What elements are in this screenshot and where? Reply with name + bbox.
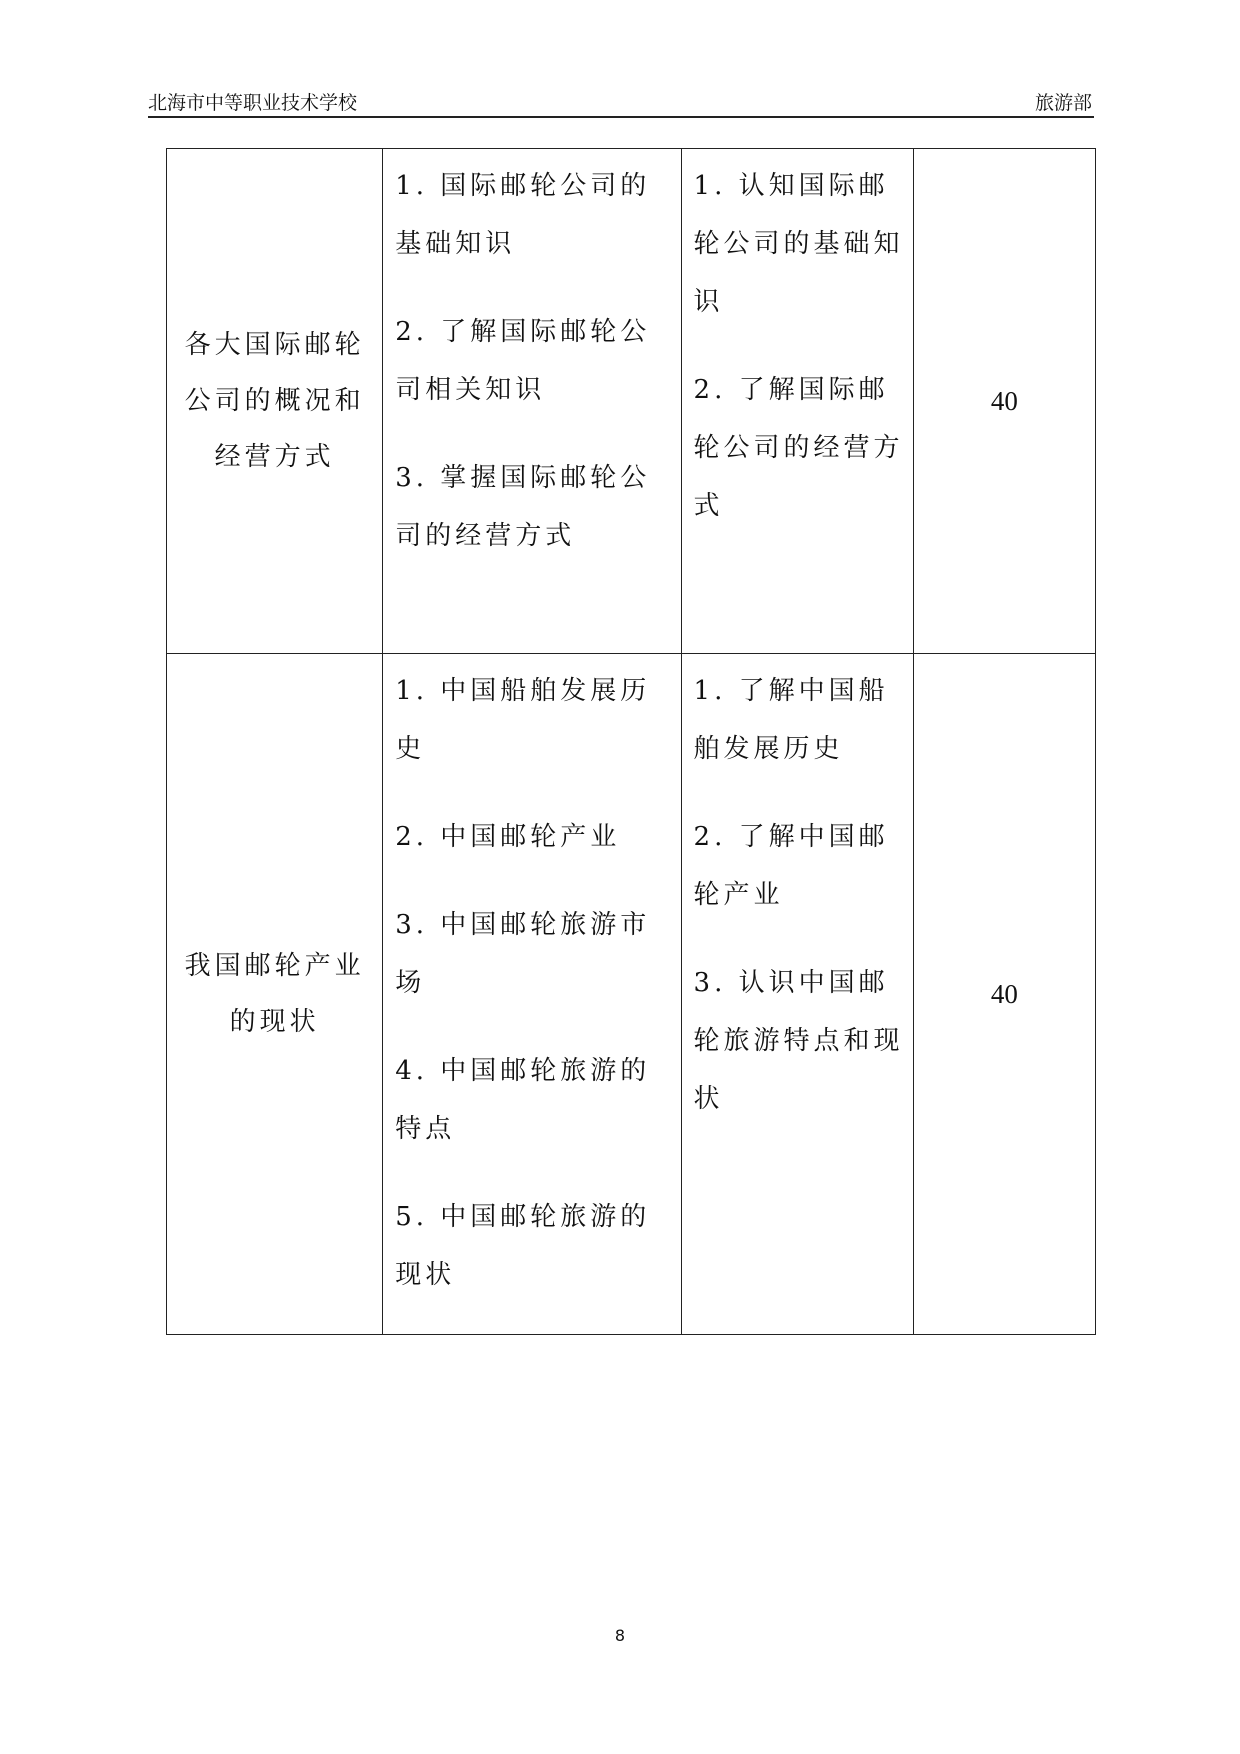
- syllabus-table: [166, 148, 1096, 1335]
- page-number: 8: [614, 1626, 626, 1645]
- content-item: 3. 掌握国际邮轮公司的经营方式: [395, 463, 651, 551]
- school-name: 北海市中等职业技术学校: [148, 92, 358, 114]
- topic-cell: [167, 149, 383, 654]
- content-item: 2. 中国邮轮产业: [395, 822, 621, 852]
- content-cell: [383, 149, 681, 654]
- requirement-item: 3. 认识中国邮轮旅游特点和现状: [693, 968, 904, 1114]
- table-row: [167, 654, 1096, 1335]
- content-item: 1. 中国船舶发展历史: [395, 676, 651, 764]
- topic-text: 各大国际邮轮公司的概况和经营方式: [184, 330, 365, 472]
- content-cell: [383, 654, 681, 1335]
- requirement-item: 2. 了解中国邮轮产业: [693, 822, 889, 910]
- topic-text: 我国邮轮产业的现状: [184, 951, 365, 1037]
- table-row: [167, 149, 1096, 654]
- requirement-cell: [681, 654, 913, 1335]
- page-header: [148, 84, 1094, 118]
- content-item: 1. 国际邮轮公司的基础知识: [395, 171, 651, 259]
- content-item: 2. 了解国际邮轮公司相关知识: [395, 317, 651, 405]
- hours-cell: 40: [913, 654, 1095, 1335]
- requirement-item: 1. 认知国际邮轮公司的基础知识: [693, 171, 904, 317]
- content-item: 5. 中国邮轮旅游的现状: [395, 1202, 651, 1290]
- content-item: 3. 中国邮轮旅游市场: [395, 910, 651, 998]
- topic-cell: [167, 654, 383, 1335]
- content-item: 4. 中国邮轮旅游的特点: [395, 1056, 651, 1144]
- hours-cell: 40: [913, 149, 1095, 654]
- requirement-item: 1. 了解中国船舶发展历史: [693, 676, 889, 764]
- department-name: 旅游部: [1034, 92, 1092, 114]
- requirement-cell: [681, 149, 913, 654]
- requirement-item: 2. 了解国际邮轮公司的经营方式: [693, 375, 904, 521]
